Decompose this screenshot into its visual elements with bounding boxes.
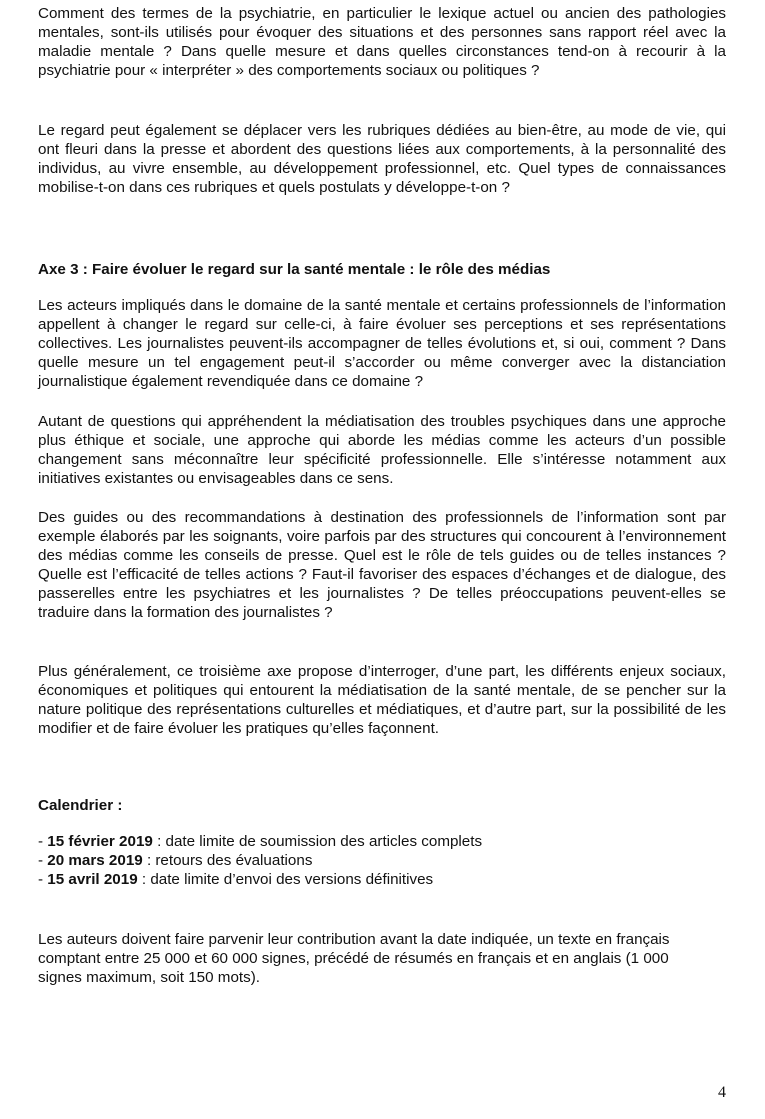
paragraph-guides-recommendations: Des guides ou des recommandations à destination des professionnels de l’information sont par exemple élaborés par les soignants, voire parfois par des structures qui concourent à l’environnement des médias comme les conseils de presse. Quel est le rôle de tels guides ou de telles instances ? Quelle est l’efficacité de telles actions ? Faut-il favoriser des espaces d’échanges et de dialogue, des passerelles entre les psychiatres et les journalistes ? De telles préoccupations peuvent-elles se traduire dans la formation des journalistes ?	[38, 509, 726, 621]
calendar-date: 20 mars 2019	[47, 852, 143, 869]
axe-3-heading: Axe 3 : Faire évoluer le regard sur la santé mentale : le rôle des médias	[38, 261, 551, 278]
calendar-heading: Calendrier :	[38, 797, 123, 814]
page-number: 4	[718, 1084, 726, 1101]
paragraph-ethical-approach: Autant de questions qui appréhendent la médiatisation des troubles psychiques dans une approche plus éthique et sociale, une approche qui aborde les médias comme les acteurs d’un possible changement sans méconnaître leur spécificité professionnelle. Elle s’intéresse notamment aux initiatives existantes ou envisageables dans ce sens.	[38, 413, 726, 487]
calendar-date: 15 février 2019	[47, 833, 153, 850]
calendar-date: 15 avril 2019	[47, 871, 138, 888]
paragraph-psychiatry-lexicon: Comment des termes de la psychiatrie, en particulier le lexique actuel ou ancien des pathologies mentales, sont-ils utilisés pour évoquer des situations et des personnes sans rapport réel avec la maladie mentale ? Dans quelle mesure et dans quelles circonstances tend-on à recourir à la psychiatrie pour « interpréter » des comportements sociaux ou politiques ?	[38, 5, 726, 79]
closing-paragraph: Les auteurs doivent faire parvenir leur contribution avant la date indiquée, un texte en français comptant entre 25 000 et 60 000 signes, précédé de résumés en français et en anglais (1 000 signes maximum, soit 150 mots).	[38, 931, 670, 986]
calendar-list	[38, 832, 726, 889]
calendar-item: - 15 février 2019 : date limite de soumission des articles complets	[38, 833, 483, 850]
paragraph-wellbeing-rubrics: Le regard peut également se déplacer vers les rubriques dédiées au bien-être, au mode de vie, qui ont fleuri dans la presse et abordent des questions liées aux comportements, à la personnalité des individus, au vivre ensemble, au développement professionnel, etc. Quel types de connaissances mobilise-t-on dans ces rubriques et quels postulats y développe-t-on ?	[38, 122, 726, 196]
calendar-item: - 15 avril 2019 : date limite d’envoi des versions définitives	[38, 871, 434, 888]
paragraph-general-axis: Plus généralement, ce troisième axe propose d’interroger, d’une part, les différents enjeux sociaux, économiques et politiques qui entourent la médiatisation de la santé mentale, de se pencher sur la nature politique des représentations culturelles et médiatiques, et d’autre part, sur la possibilité de les modifier et de faire évoluer les pratiques qu’elles façonnent.	[38, 663, 726, 737]
calendar-item: - 20 mars 2019 : retours des évaluations	[38, 852, 313, 869]
paragraph-actors-media: Les acteurs impliqués dans le domaine de la santé mentale et certains professionnels de l’information appellent à changer le regard sur celle-ci, à faire évoluer ses perceptions et ses représentations collectives. Les journalistes peuvent-ils accompagner de telles évolutions et, si oui, comment ? Dans quelle mesure un tel engagement peut-il s’accorder ou même converger avec la distanciation journalistique également revendiquée dans ce domaine ?	[38, 297, 726, 390]
